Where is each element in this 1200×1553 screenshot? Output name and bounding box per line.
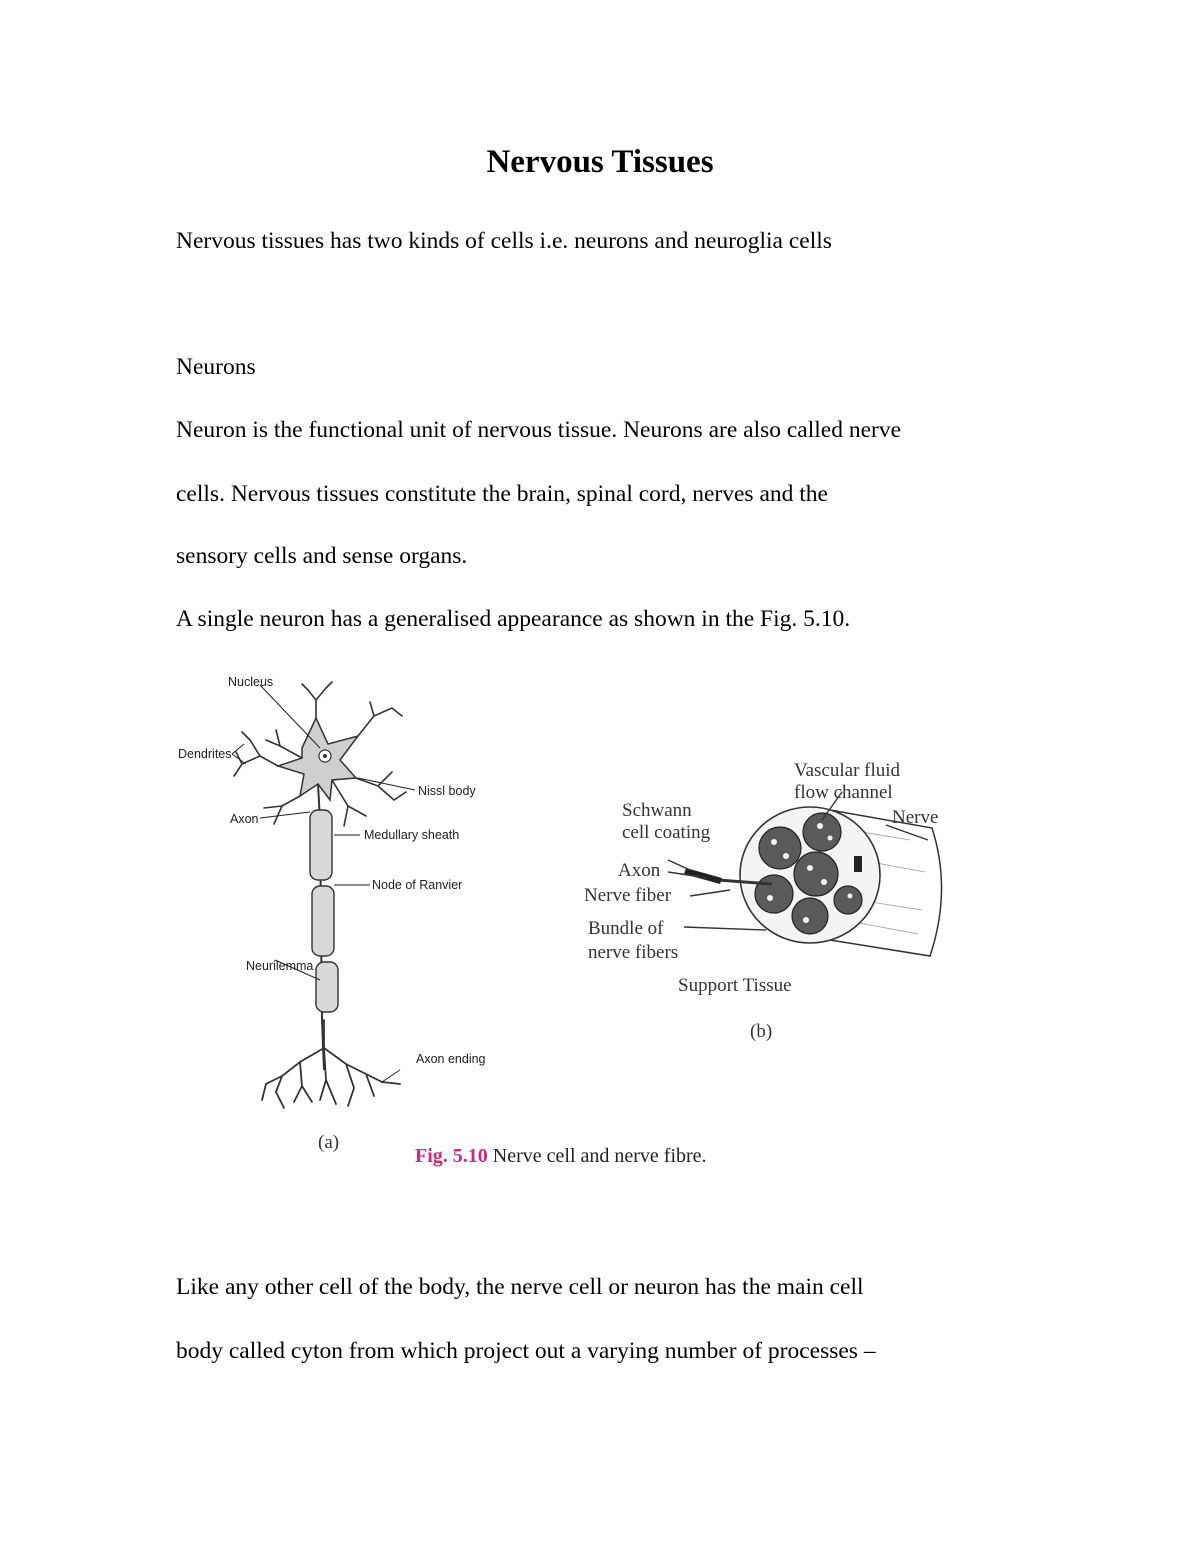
- label-nerve-fiber: Nerve fiber: [584, 885, 672, 906]
- axon-ending-shape: [262, 1020, 400, 1108]
- intro-paragraph: Nervous tissues has two kinds of cells i.e. neurons and neuroglia cells: [176, 228, 832, 254]
- label-nucleus: Nucleus: [228, 675, 274, 689]
- label-nissl-body: Nissl body: [418, 784, 476, 798]
- label-flow-channel: flow channel: [794, 782, 893, 803]
- label-cell-coating: cell coating: [622, 822, 711, 843]
- label-dendrites: Dendrites: [178, 747, 232, 761]
- label-nerve-fibers: nerve fibers: [588, 942, 679, 963]
- figure-5-10: [170, 660, 1010, 1180]
- medullary-sheath-shape: [310, 810, 338, 1012]
- label-axon-a: Axon: [230, 812, 259, 826]
- caption-number: Fig. 5.10: [415, 1145, 488, 1167]
- label-node-of-ranvier: Node of Ranvier: [372, 878, 463, 892]
- neuron-illustration: [178, 675, 486, 1153]
- label-medullary-sheath: Medullary sheath: [364, 828, 460, 842]
- body-line: cells. Nervous tissues constitute the brain, spinal cord, nerves and the: [176, 481, 828, 507]
- label-axon-b: Axon: [618, 860, 661, 881]
- label-vascular-fluid: Vascular fluid: [794, 760, 901, 781]
- label-neurilemma: Neurilemma: [246, 959, 314, 973]
- caption-text: Nerve cell and nerve fibre.: [487, 1145, 707, 1167]
- section-heading-neurons: Neurons: [176, 354, 256, 380]
- label-axon-ending: Axon ending: [416, 1052, 486, 1066]
- label-nerve: Nerve: [892, 807, 939, 828]
- nerve-fibre-illustration: [584, 760, 942, 1042]
- label-schwann: Schwann: [622, 800, 692, 821]
- label-bundle-of: Bundle of: [588, 918, 664, 939]
- body-line: Like any other cell of the body, the nerve cell or neuron has the main cell: [176, 1274, 864, 1300]
- label-support-tissue: Support Tissue: [678, 975, 792, 996]
- panel-label-b: (b): [750, 1021, 773, 1042]
- page-title: Nervous Tissues: [486, 144, 714, 180]
- body-line: Neuron is the functional unit of nervous tissue. Neurons are also called nerve: [176, 417, 902, 443]
- body-line: sensory cells and sense organs.: [176, 543, 468, 569]
- body-line: body called cyton from which project out a varying number of processes –: [176, 1338, 876, 1364]
- body-line: A single neuron has a generalised appearance as shown in the Fig. 5.10.: [176, 606, 851, 632]
- figure-caption: [415, 1145, 707, 1167]
- nerve-cell-diagram: [170, 660, 1010, 1180]
- panel-label-a: (a): [318, 1132, 340, 1153]
